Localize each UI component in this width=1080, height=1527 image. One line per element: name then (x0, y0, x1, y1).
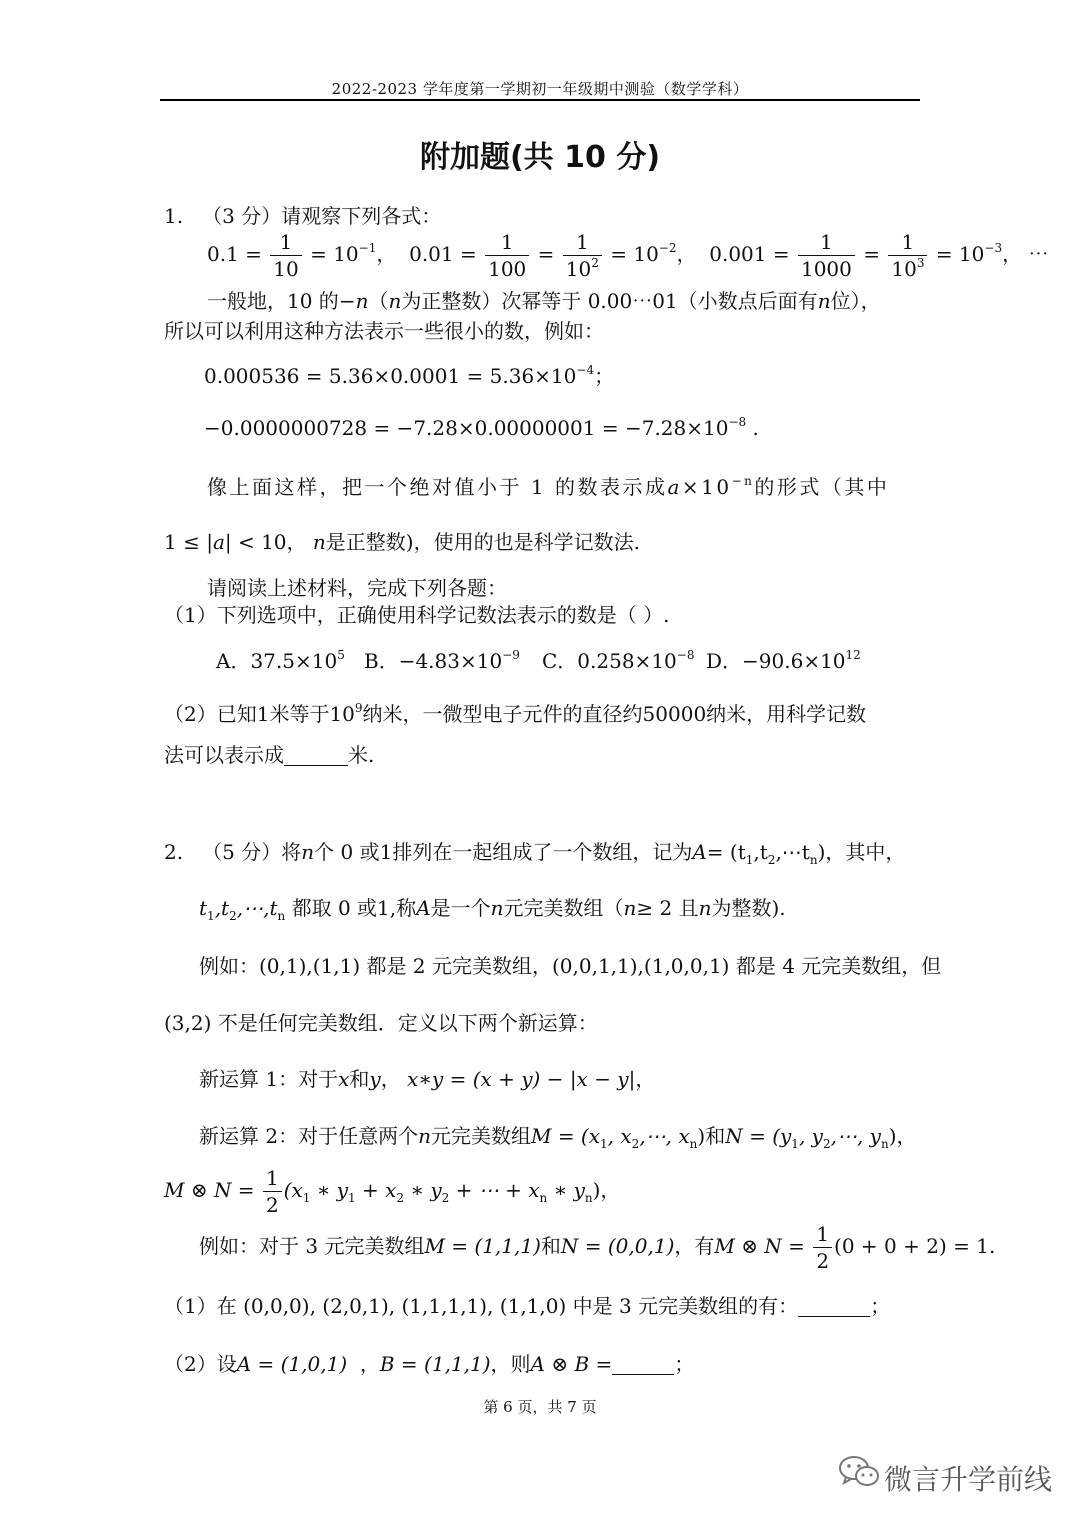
q1-sub2-line2: 法可以表示成 米. (164, 743, 375, 767)
q1-option-d: D．$-90.6\times 10^{12}$ (706, 648, 861, 673)
q1-example-2: $-0.0000000728 = -7.28\times 0.00000001 = -7.28\times 10^{-8}$ . (204, 415, 759, 440)
q1-option-b: B．$-4.83\times 10^{-9}$ (364, 648, 520, 673)
page-footer: 第 6 页，共 7 页 (483, 1398, 597, 1416)
q1-example-1: $0.000536 = 5.36\times 0.0001 = 5.36\times 10^{-4}$； (204, 363, 615, 388)
q1-option-a: A．$37.5\times 10^5$ (216, 648, 345, 673)
answer-blank (284, 745, 348, 766)
q1-option-c: C．$0.258\times 10^{-8}$ (542, 648, 695, 673)
exam-header: 2022-2023 学年度第一学期初一年级期中测验（数学学科） (331, 80, 749, 98)
q1-number: 1. (164, 204, 184, 228)
q1-para2-line2: 1 ≤ |a| < 10， n是正整数)，使用的也是科学记数法. (164, 530, 640, 554)
wechat-icon (838, 1454, 880, 1490)
q2-example: 例如：对于 3 元完美数组M = (1,1,1)和N = (0,0,1)，有M ⊗ N = $\frac{1}{2}$ (0 + 0 + 2) = 1. (199, 1222, 996, 1273)
q2-operation-1: 新运算 1：对于x和y， x∗y = (x + y) − |x − y|， (199, 1067, 656, 1091)
q1-equations: 0.1 = $\frac{1}{10}$ = $10^{-1}$， 0.01 = $\frac{1}{100}$ = $\frac{1}{10^2}$ = $10^{-2}$， 0.001 = $\frac{1}{1000}$ = $\frac{1}{10^3}$ = $10^{-3}$， ⋯ (207, 230, 1049, 281)
q2-line4: (3,2) 不是任何完美数组．定义以下两个新运算： (164, 1011, 598, 1035)
q1-sub2-line1: （2）已知1米等于$10^9$纳米，一微型电子元件的直径约50000纳米，用科学记数 (164, 701, 867, 726)
q2-number: 2. (164, 840, 184, 864)
q1-intro: 1. （3 分）请观察下列各式： (164, 204, 442, 228)
page-title: 附加题(共 10 分) (419, 140, 661, 175)
q1-para1-line2: 所以可以利用这种方法表示一些很小的数，例如： (164, 319, 604, 343)
q1-instruction: 请阅读上述材料，完成下列各题： (207, 576, 507, 600)
q2-sub2: （2）设A = (1,0,1) ，B = (1,1,1)，则A ⊗ B = ； (164, 1352, 695, 1376)
q1-sub1: （1）下列选项中，正确使用科学记数法表示的数是（ ）. (164, 603, 670, 627)
q2-definition: M ⊗ N = $\frac{1}{2}$ ($x_1$ ∗ $y_1 + x_2$ ∗ $y_2$ + ⋯ + $x_n$ ∗ $y_n$)， (164, 1166, 621, 1217)
q2-operation-2: 新运算 2：对于任意两个n元完美数组$M = (x_1$, $x_2,\cdots$, $x_n$)和$N = (y_1$, $y_2,\cdots$, $y_n$)， (199, 1124, 917, 1151)
watermark-text: 微言升学前线 (884, 1463, 1053, 1496)
q1-para1-line1: 一般地，10 的−n（n为正整数）次幂等于 0.00⋯01（小数点后面有n位）， (207, 289, 881, 313)
answer-blank (612, 1354, 674, 1375)
header-rule (160, 99, 920, 101)
q2-line2: $t_1,t_2,\cdots,t_n$ 都取 0 或1,称A是一个n元完美数组（n≥ 2 且n为整数). (199, 896, 786, 923)
q2-line1: 2. （5 分）将n个 0 或1排列在一起组成了一个数组，记为$A= (t_1,t_2,\cdots t_n)$，其中， (164, 840, 906, 867)
q2-sub1: （1）在 (0,0,0), (2,0,1), (1,1,1,1), (1,1,0) 中是 3 元完美数组的有： ； (164, 1294, 891, 1318)
answer-blank (798, 1296, 870, 1317)
q2-line3: 例如：(0,1),(1,1) 都是 2 元完美数组，(0,0,1,1),(1,0,0,1) 都是 4 元完美数组，但 (199, 954, 942, 978)
q1-para2-line1: 像上面这样，把一个绝对值小于 1 的数表示成$a\times 10^{-n}$的形式（其中 (207, 474, 890, 499)
